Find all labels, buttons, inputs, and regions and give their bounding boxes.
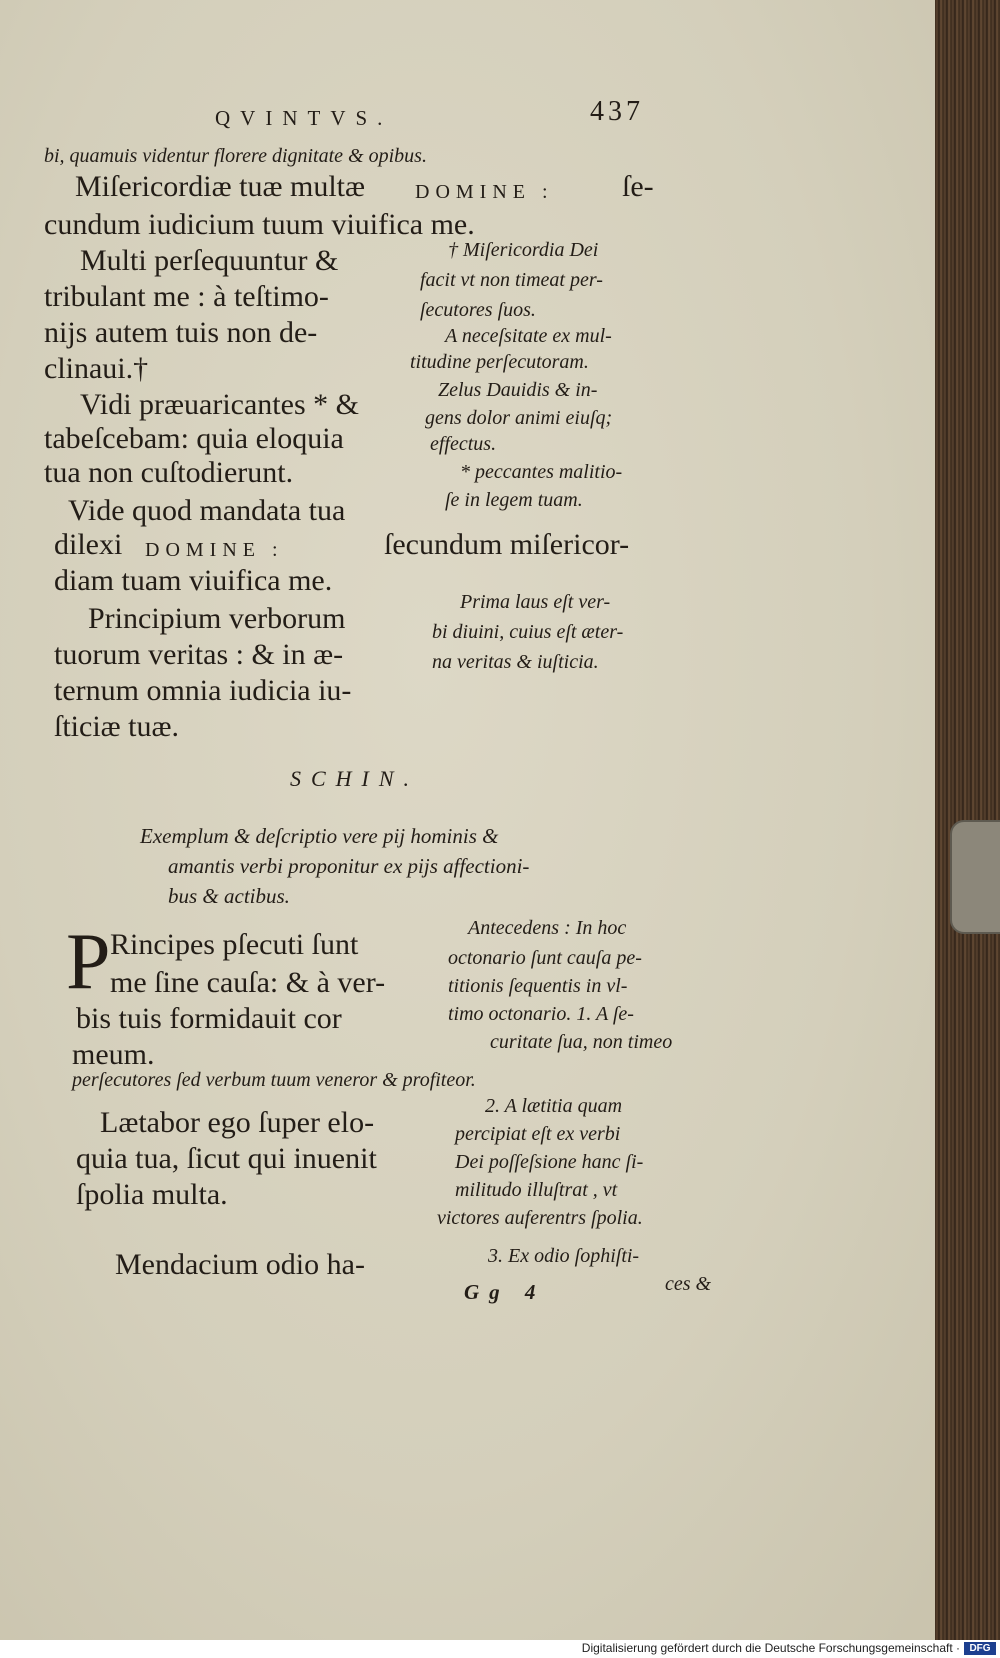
main-line: ſe-: [622, 170, 654, 203]
domine-smallcaps: DOMINE :: [415, 181, 554, 203]
margin-note: militudo illuſtrat , vt: [455, 1179, 618, 1201]
main-line: ſticiæ tuæ.: [54, 710, 180, 743]
main-line: Rincipes pſecuti ſunt: [110, 928, 359, 961]
footer-credit: Digitalisierung gefördert durch die Deutsche Forschungsgemeinschaft ·: [581, 1641, 960, 1655]
margin-note: Dei poſſeſsione hanc ſi-: [455, 1151, 644, 1173]
main-line: clinaui.†: [44, 352, 149, 385]
margin-note: titudine perſecutoram.: [410, 351, 589, 373]
domine-smallcaps: DOMINE :: [145, 539, 284, 561]
book-clasp: [950, 820, 1000, 934]
margin-note: Antecedens : In hoc: [468, 917, 627, 939]
section-title: SCHIN.: [290, 766, 420, 791]
margin-note: ces &: [665, 1273, 712, 1295]
main-line: tribulant me : à teſtimo-: [44, 280, 329, 313]
margin-note: perſecutores ſed verbum tuum veneror & profiteor.: [72, 1069, 476, 1091]
margin-note: facit vt non timeat per-: [420, 269, 603, 291]
main-line: dilexi: [54, 528, 123, 561]
margin-note: ſecutores ſuos.: [420, 299, 536, 321]
margin-note: * peccantes malitio-: [460, 461, 623, 483]
margin-note: timo octonario. 1. A ſe-: [448, 1003, 634, 1025]
running-title: QVINTVS.: [215, 106, 393, 130]
main-line: nijs autem tuis non de-: [44, 316, 318, 349]
main-line: ternum omnia iudicia iu-: [54, 674, 352, 707]
main-line: Lætabor ego ſuper elo-: [100, 1106, 375, 1139]
main-line: tabeſcebam: quia eloquia: [44, 422, 344, 455]
main-line: Mendacium odio ha-: [115, 1248, 365, 1281]
main-line: meum.: [72, 1038, 155, 1071]
main-line: Multi perſequuntur &: [80, 244, 339, 277]
drop-cap: P: [66, 918, 111, 1006]
main-line: Principium verborum: [88, 602, 346, 635]
margin-note: A neceſsitate ex mul-: [445, 325, 612, 347]
main-line: cundum iudicium tuum viuifica me.: [44, 208, 475, 241]
margin-note: gens dolor animi eiuſq;: [425, 407, 613, 429]
summary-line: Exemplum & deſcriptio vere pij hominis &: [140, 824, 499, 848]
main-line: diam tuam viuifica me.: [54, 564, 333, 597]
margin-note: victores auferentrs ſpolia.: [437, 1207, 643, 1229]
main-line: Vidi præuaricantes * &: [80, 388, 359, 421]
main-line: ſecundum miſericor-: [384, 528, 630, 561]
main-line: ſpolia multa.: [76, 1178, 228, 1211]
main-line: tua non cuſtodierunt.: [44, 456, 294, 489]
top-italic-line: bi, quamuis videntur florere dignitate & opibus.: [44, 145, 427, 167]
main-line: quia tua, ſicut qui inuenit: [76, 1142, 377, 1175]
summary-line: amantis verbi proponitur ex pijs affectioni-: [168, 854, 530, 878]
margin-note: curitate ſua, non timeo: [490, 1031, 673, 1053]
margin-note: ſe in legem tuam.: [445, 489, 583, 511]
margin-note: bi diuini, cuius eſt æter-: [432, 621, 624, 643]
dfg-logo: DFG: [964, 1642, 996, 1655]
summary-line: bus & actibus.: [168, 884, 290, 908]
margin-note: effectus.: [430, 433, 497, 455]
margin-note: Zelus Dauidis & in-: [438, 379, 598, 401]
margin-note: 3. Ex odio ſophiſti-: [488, 1245, 640, 1267]
margin-note: octonario ſunt cauſa pe-: [448, 947, 642, 969]
main-line: Vide quod mandata tua: [68, 494, 346, 527]
margin-note: percipiat eſt ex verbi: [455, 1123, 621, 1145]
page-number: 437: [590, 96, 644, 127]
margin-note: titionis ſequentis in vl-: [448, 975, 628, 997]
main-line: Miſericordiæ tuæ multæ: [75, 170, 365, 203]
margin-note: na veritas & iuſticia.: [432, 651, 599, 673]
main-line: me ſine cauſa: & à ver-: [110, 966, 386, 999]
main-line: bis tuis formidauit cor: [76, 1002, 342, 1035]
signature-mark: Gg 4: [464, 1280, 546, 1304]
margin-note: † Miſericordia Dei: [448, 239, 599, 261]
margin-note: Prima laus eſt ver-: [460, 591, 611, 613]
main-line: tuorum veritas : & in æ-: [54, 638, 344, 671]
footer-bar: [0, 1640, 1000, 1658]
margin-note: 2. A lætitia quam: [485, 1095, 623, 1117]
